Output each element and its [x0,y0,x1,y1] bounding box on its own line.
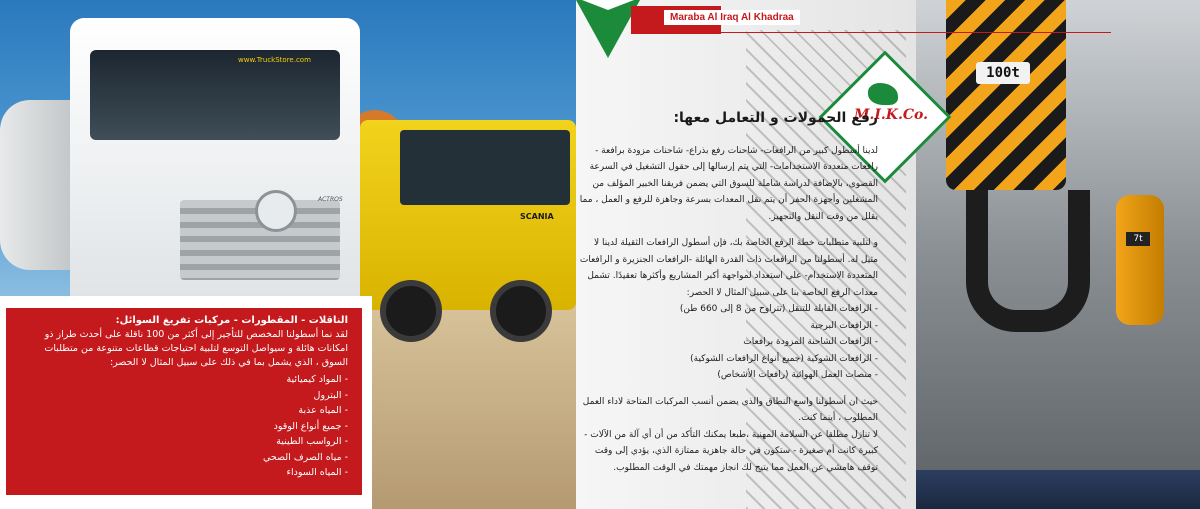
paragraph: حيث ان أسطولنا واسع النطاق والذي يضمن أنسب المركبات المتاحة لاداء العمل المطلوب ، أينما كنت. [582,396,878,423]
stadium-roof [916,470,1200,509]
mercedes-star-icon [255,190,297,232]
scania-label: SCANIA [520,212,554,221]
tankers-list [16,372,348,481]
paragraph: لدينا أسطول كبير من الرافعات- شاحنات رفع بذراع- شاحنات مزودة برافعة - رافعات متعددة الاستخدامات- التي يتم إرسالها إلى حقول التشغيل في السرعة القصوى، بالإضافة لدراسة شاملة للسوق التي يضمن فريقنا الخبير المؤلف من المشغلين وأجهزة الحفر أن يتم نقل المعدات بسرعة وجاهزة للرفع و العمل ، مما يقلل من وقت النقل والتجهيز. [579,145,878,222]
small-hook-block [1116,195,1164,325]
company-header: Maraba Al Iraq Al Khadraa [664,10,800,25]
scania-windshield [400,130,570,205]
right-page [576,0,1200,509]
actros-badge: ACTROS [318,196,343,203]
list-item: - الرافعات البرجية [578,318,878,335]
paragraph: لا تنازل مطلقا عن السلامة المهنية ،طبعا يمكنك التأكد من أن أي آلة من الآلات - كبيرة كانت أم صغيرة - ستكون في حالة جاهزية ممتازة الذي، يؤدي إلى وقت توقف هامشي عن العمل مما يتيح لك انجاز مهمتك في الوقت المطلوب. [584,429,878,473]
paragraph: و لتلبية متطلبات خطة الرفع الخاصة بك، فإن أسطول الرافعات الثقيلة لدينا لا مثيل له. أسطولنا من الرافعات ذات القدرة الهائلة -الرافعات الجنزيرة و الرافعات المتعددة الاستخدام- على استعداد لمواجهة أكبر المشاريع وأكثرها تعقيدًا. تشمل معدات الرفع الخاصة بنا على سبيل المثال لا الحصر: [579,238,878,298]
truck-brand-label: www.TruckStore.com [238,56,311,64]
crane-hook-block [946,0,1066,190]
tankers-intro: لقد نما أسطولنا المخصص للتأجير إلى أكثر من 100 ناقلة على أحدث طراز ذو امكانات هائلة و سيواصل التوسع لتلبية احتياجات قطاعات متنوعة من متطلبات السوق ، الذي يشمل بما في ذلك على سبيل المثال لا الحصر: [44,329,348,368]
crane-hook-icon [966,190,1090,332]
list-item: - المياه عذبة [16,403,348,419]
list-item: - منصات العمل الهوائية (رافعات الأشخاص) [578,367,878,384]
list-item: - مياه الصرف الصحي [16,450,348,466]
tankers-section [6,308,362,495]
small-hook-label: 7t [1126,232,1150,246]
list-item: - الرافعات الشوكية (جميع أنواع الرافعات الشوكية) [578,351,878,368]
white-triangle-icon [582,0,634,10]
list-item: - جميع أنواع الوقود [16,419,348,435]
lifting-section [578,110,878,476]
header-divider [631,32,1111,33]
equipment-list [578,301,878,384]
list-item: - المياه السوداء [16,465,348,481]
list-item: - المواد كيميائية [16,372,348,388]
hook-capacity-label: 100t [976,62,1030,84]
list-item: - البترول [16,388,348,404]
logo-text: M.I.K.Co. [854,107,928,123]
wheel [490,280,552,342]
section-heading: رفع الحمولات و التعامل معها: [673,110,878,126]
list-item: - الرواسب الطينية [16,434,348,450]
tanker-trailers [0,100,80,270]
left-page-photo [0,0,576,509]
list-item: - الرافعات القابلة للتنقل (تتراوح من 8 إلى 660 طن) [578,301,878,318]
list-item: - الرافعات الشاحنة المزودة برافعات [578,334,878,351]
wheel [380,280,442,342]
tankers-title: الناقلات - المقطورات - مركبات تفريغ السوائل: [115,315,348,326]
